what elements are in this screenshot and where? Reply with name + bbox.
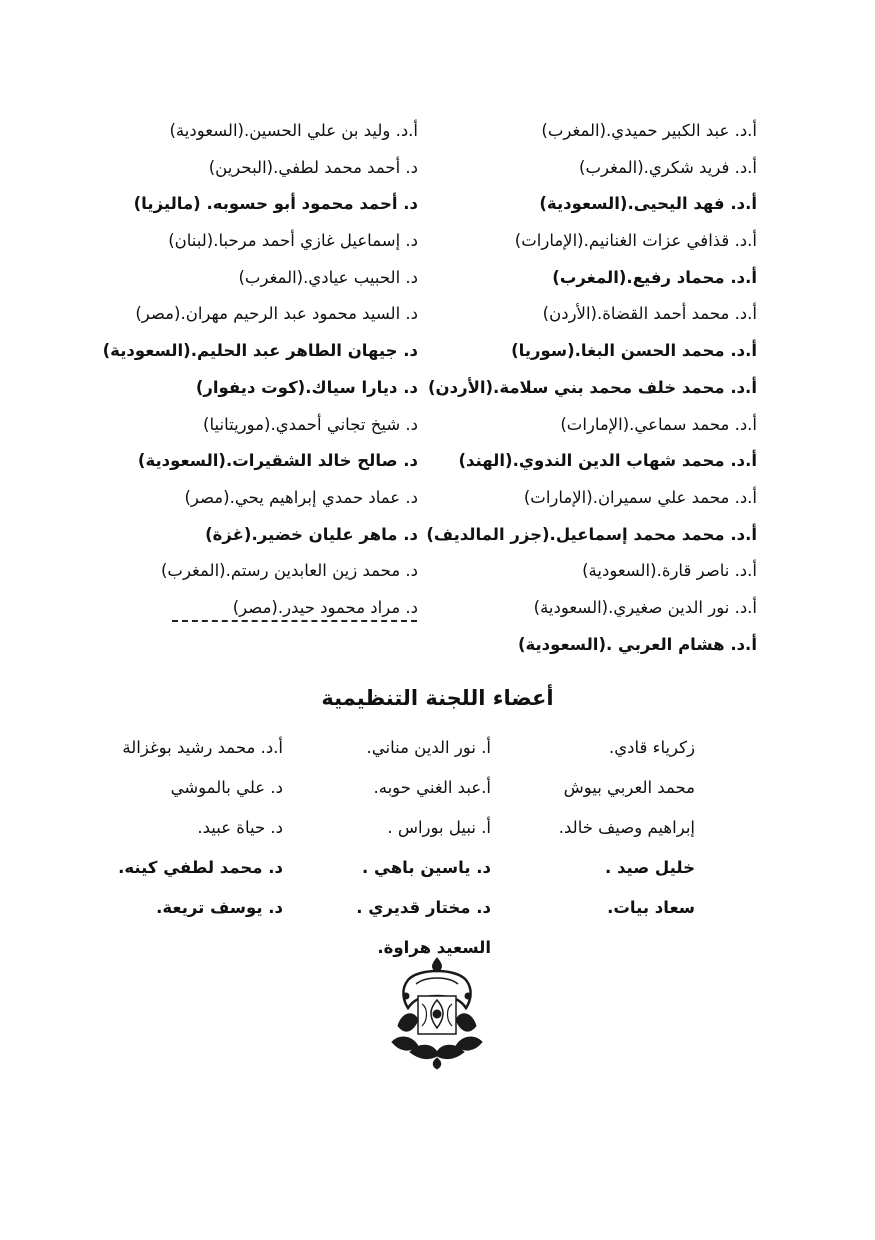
organizer-list-item: د. يوسف تريعة. — [156, 898, 283, 917]
member-list-item: أ.د. محمد سماعي.(الإمارات) — [560, 414, 757, 434]
member-list-item: أ.د. محمد خلف محمد بني سلامة.(الأردن) — [427, 377, 757, 397]
organizer-list-item: د. مختار قديري . — [356, 898, 491, 917]
member-list-item: د. شيخ تجاني أحمدي.(موريتانيا) — [203, 414, 418, 434]
organizing-committee-column-3 — [495, 734, 695, 934]
organizer-list-item: خليل صيد . — [604, 858, 695, 877]
member-list-item: أ.د. عبد الكبير حميدي.(المغرب) — [541, 121, 757, 140]
organizer-list-item: إبراهيم وصيف خالد. — [558, 818, 695, 837]
scientific-committee-left-column — [102, 118, 418, 632]
organizing-committee-heading: أعضاء اللجنة التنظيمية — [321, 686, 554, 710]
member-list-item: أ.د. محمد محمد إسماعيل.(جزر المالديف) — [426, 524, 757, 544]
organizer-list-item: محمد العربي بيوش — [563, 778, 695, 797]
organizer-list-item: زكرياء قادي. — [609, 738, 695, 757]
member-list-item: د. ديارا سياك.(كوت ديفوار) — [195, 377, 418, 397]
organizer-list-item: د. محمد لطفي كينه. — [118, 858, 283, 877]
member-list-item: أ.د. محمد أحمد القضاة.(الأردن) — [542, 304, 757, 324]
member-list-item: أ.د. فريد شكري.(المغرب) — [579, 157, 757, 177]
member-list-item: أ.د. ناصر قارة.(السعودية) — [582, 561, 757, 581]
member-list-item: د. ماهر عليان خضير.(غزة) — [205, 524, 418, 544]
member-list-item: د. عماد حمدي إبراهيم يحي.(مصر) — [184, 487, 418, 507]
member-list-item: د. إسماعيل غازي أحمد مرحبا.(لبنان) — [168, 231, 418, 251]
member-list-item: أ.د. محمد علي سميران.(الإمارات) — [523, 487, 757, 507]
member-list-item: أ.د. هشام العربي .(السعودية) — [517, 634, 757, 654]
member-list-item: د. أحمد محمود أبو حسوبه. (ماليزيا) — [133, 194, 418, 214]
scientific-committee-right-column — [426, 118, 757, 668]
organizer-list-item: د. علي بالموشي — [170, 778, 283, 797]
member-list-item: د. محمد زين العابدين رستم.(المغرب) — [160, 561, 418, 581]
member-list-item: أ.د. وليد بن علي الحسين.(السعودية) — [169, 121, 418, 140]
member-list-item: د. جيهان الطاهر عبد الحليم.(السعودية) — [102, 341, 418, 361]
member-list-item: د. مراد محمود حيدر.(مصر) — [232, 597, 418, 617]
member-list-item: أ.د. محمد الحسن البغا.(سوريا) — [511, 341, 757, 361]
member-list-item: أ.د. قذافي عزات الغنانيم.(الإمارات) — [514, 231, 757, 251]
organizer-list-item: أ. نور الدين مناني. — [366, 738, 491, 757]
member-list-item: أ.د. محماد رفيع.(المغرب) — [552, 267, 757, 287]
member-list-item: أ.د. محمد شهاب الدين الندوي.(الهند) — [458, 451, 757, 471]
organizer-list-item: د. حياة عبيد. — [197, 818, 283, 837]
organizer-list-item: أ.عبد الغني حوبه. — [373, 778, 491, 797]
organizer-list-item: أ. نبيل بوراس . — [387, 818, 491, 837]
floral-ornament-icon — [388, 956, 486, 1070]
organizer-list-item: أ.د. محمد رشيد بوغزالة — [122, 738, 283, 757]
organizing-committee-column-2 — [291, 734, 491, 974]
member-list-item: أ.د. نور الدين صغيري.(السعودية) — [533, 597, 757, 617]
organizer-list-item: د. ياسين باهي . — [362, 858, 491, 877]
member-list-item: د. السيد محمود عبد الرحيم مهران.(مصر) — [135, 304, 418, 324]
organizing-committee-column-1 — [83, 734, 283, 934]
dashed-divider — [172, 620, 417, 622]
member-list-item: أ.د. فهد اليحيى.(السعودية) — [539, 194, 757, 214]
organizer-list-item: سعاد بيات. — [607, 898, 695, 917]
member-list-item: د. أحمد محمد لطفي.(البحرين) — [208, 157, 418, 177]
organizer-list-item: السعيد هراوة. — [377, 938, 491, 957]
member-list-item: د. الحبيب عيادي.(المغرب) — [238, 267, 418, 287]
member-list-item: د. صالح خالد الشقيرات.(السعودية) — [137, 451, 418, 471]
